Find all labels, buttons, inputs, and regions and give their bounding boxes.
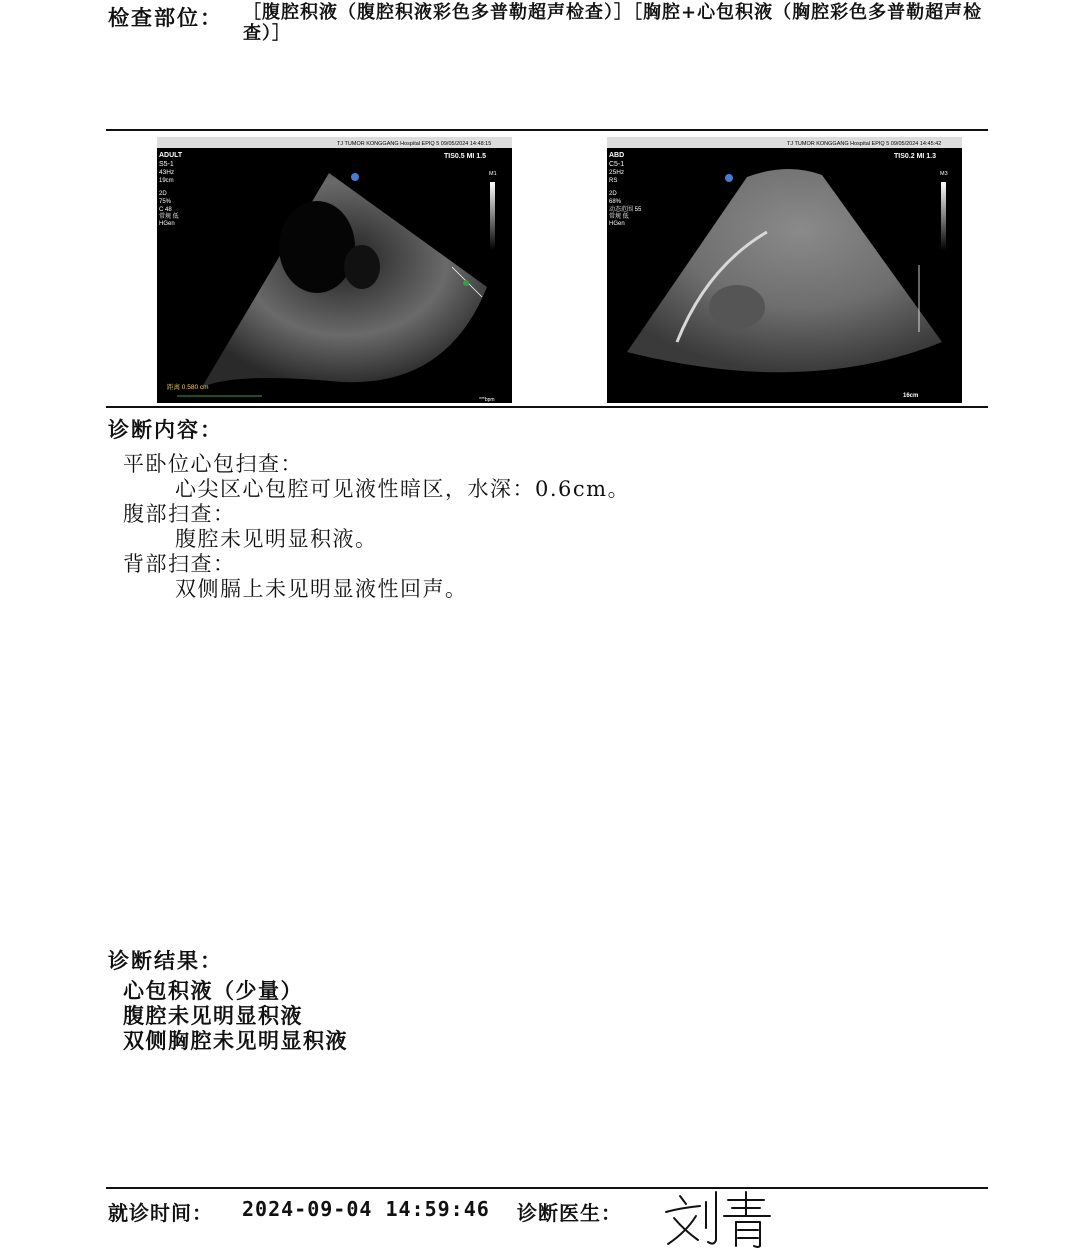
ultrasound-image-cardiac [157,137,512,403]
diagnosis-content-title: 诊断内容： [108,417,223,442]
footer-divider [106,1187,988,1189]
us1-probe: S5-1 [159,161,174,168]
us1-depth: 19cm [159,178,174,184]
top-divider [106,129,988,131]
us2-param: 2D [609,191,617,197]
us1-param: HGen [159,221,175,227]
us1-param: 2D [159,191,167,197]
us1-param: 75% [159,199,172,205]
us2-param: 常规 低 [609,214,629,220]
us2-param: HGen [609,221,625,227]
finding-detail: 双侧膈上未见明显液性回声。 [175,577,468,601]
us2-tis-mi: TIS0.2 MI 1.3 [894,153,937,160]
result-line: 心包积液（少量） [123,978,303,1003]
us1-measurement: 距离 0.580 cm [167,384,209,391]
images-divider [106,406,988,408]
us1-bpm: ***bpm [479,397,495,403]
us1-mode: ADULT [159,152,183,159]
finding-detail: 心尖区心包腔可见液性暗区，水深：0.6cm。 [175,477,631,501]
us1-top-bar: TJ TUMOR KONGGANG Hospital EPIQ 5 09/05/2024 14:48:15 [337,141,492,147]
exam-site-label: 检查部位： [108,5,223,30]
finding-heading: 背部扫查： [123,552,236,576]
finding-detail: 腹腔未见明显积液。 [175,527,378,551]
us1-param: C 48 [159,207,172,213]
us1-sector [202,173,487,387]
result-line: 双侧胸腔未见明显积液 [123,1028,348,1053]
us1-grayscale-bar [490,182,495,250]
exam-site-value: ［腹腔积液（腹腔积液彩色多普勒超声检查）］［胸腔+心包积液（胸腔彩色多普勒超声检查）］ [243,2,983,44]
us2-freq: 25Hz [609,169,625,176]
us1-param: 常规 低 [159,214,179,220]
visit-time-value: 2024-09-04 14:59:46 [242,1197,490,1221]
result-line: 腹腔未见明显积液 [123,1003,303,1028]
us1-tis-mi: TIS0.5 MI 1.5 [444,153,487,160]
ultrasound-image-abdominal [607,137,962,403]
us2-depth: RS [609,178,618,184]
doctor-signature [660,1188,780,1252]
us1-map: M1 [489,171,497,177]
us2-sector [627,169,942,372]
us2-mode: ABD [609,152,625,159]
us2-param: 68% [609,199,622,205]
diagnosis-result-title: 诊断结果： [108,948,223,973]
finding-heading: 平卧位心包扫查： [123,452,303,476]
signature-image [660,1188,780,1248]
us2-map: M3 [940,171,948,177]
us2-scale: 16cm [903,393,919,399]
us2-top-bar: TJ TUMOR KONGGANG Hospital EPIQ 5 09/05/2024 14:45:42 [787,141,942,147]
us1-heart-chamber [279,201,355,293]
doctor-label: 诊断医生： [517,1201,622,1225]
finding-heading: 腹部扫查： [123,502,236,526]
us1-freq: 43Hz [159,169,175,176]
us2-grayscale-bar [941,182,946,250]
visit-time-label: 就诊时间： [108,1201,213,1225]
us2-param: 动态范围 55 [609,207,642,213]
us2-probe: C5-1 [609,161,625,168]
